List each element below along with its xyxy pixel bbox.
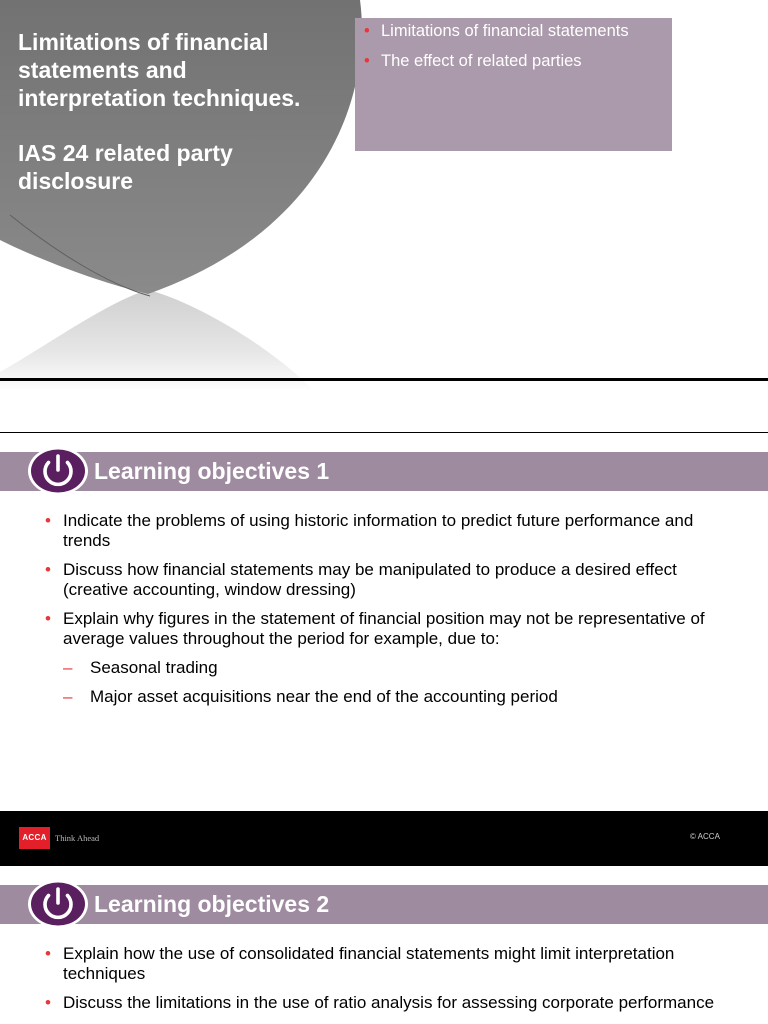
bullet-icon: • bbox=[364, 22, 370, 40]
slide-footer bbox=[0, 811, 768, 866]
contents-item-text: Limitations of financial statements bbox=[381, 22, 629, 40]
power-icon bbox=[27, 879, 89, 929]
objectives-1-header bbox=[0, 452, 768, 491]
dash-icon: – bbox=[63, 687, 73, 706]
objectives-2-header bbox=[0, 885, 768, 924]
objective-text: Discuss the limitations in the use of ratio analysis for assessing corporate performance bbox=[63, 993, 715, 1012]
bullet-icon: • bbox=[45, 511, 51, 530]
slide-bottom-rule bbox=[0, 378, 768, 381]
slide-subtitle-line: disclosure bbox=[18, 168, 134, 194]
footer-tagline: Think Ahead bbox=[55, 833, 100, 843]
objective-item bbox=[45, 560, 744, 600]
objective-text: Indicate the problems of using historic information to predict future performance and trends bbox=[63, 511, 694, 550]
objective-item bbox=[45, 944, 744, 984]
title-block bbox=[18, 28, 348, 195]
contents-item-text: The effect of related parties bbox=[381, 52, 582, 70]
objective-text: Discuss how financial statements may be manipulated to produce a desired effect (creative accounting, window dressing) bbox=[63, 560, 677, 599]
objective-text: Explain how the use of consolidated financial statements might limit interpretation techniques bbox=[63, 944, 675, 983]
slide-title-line: statements and bbox=[18, 57, 187, 83]
objective-item bbox=[45, 511, 744, 551]
bullet-icon: • bbox=[45, 609, 51, 628]
bullet-icon: • bbox=[45, 560, 51, 579]
contents-box bbox=[355, 18, 672, 151]
objective-subitem-text: Seasonal trading bbox=[90, 658, 218, 677]
slide-subtitle-line: IAS 24 related party bbox=[18, 140, 233, 166]
objectives-2-list bbox=[0, 944, 768, 1022]
objective-subitem bbox=[63, 687, 768, 707]
footer-copyright: © ACCA bbox=[690, 832, 720, 841]
contents-list bbox=[355, 18, 672, 71]
bullet-icon: • bbox=[45, 944, 51, 963]
contents-item bbox=[364, 22, 672, 41]
acca-logo: ACCA bbox=[19, 827, 50, 849]
objective-item bbox=[45, 993, 744, 1013]
objective-text: Explain why figures in the statement of financial position may not be representative of average values throughout the period for example, due to: bbox=[63, 609, 705, 648]
contents-item bbox=[364, 52, 672, 71]
slide-title-line: Limitations of financial bbox=[18, 29, 269, 55]
bullet-icon: • bbox=[364, 52, 370, 70]
slide-title-line: interpretation techniques. bbox=[18, 85, 301, 111]
slide-separator bbox=[0, 432, 768, 433]
objectives-1-title: Learning objectives 1 bbox=[94, 458, 330, 484]
bullet-icon: • bbox=[45, 993, 51, 1012]
title-slide bbox=[0, 0, 768, 390]
objectives-1-list bbox=[0, 511, 768, 716]
objective-subitem-text: Major asset acquisitions near the end of the accounting period bbox=[90, 687, 558, 706]
dash-icon: – bbox=[63, 658, 73, 677]
power-icon bbox=[27, 446, 89, 496]
objective-item bbox=[45, 609, 744, 649]
objectives-2-title: Learning objectives 2 bbox=[94, 891, 330, 917]
objective-subitem bbox=[63, 658, 768, 678]
